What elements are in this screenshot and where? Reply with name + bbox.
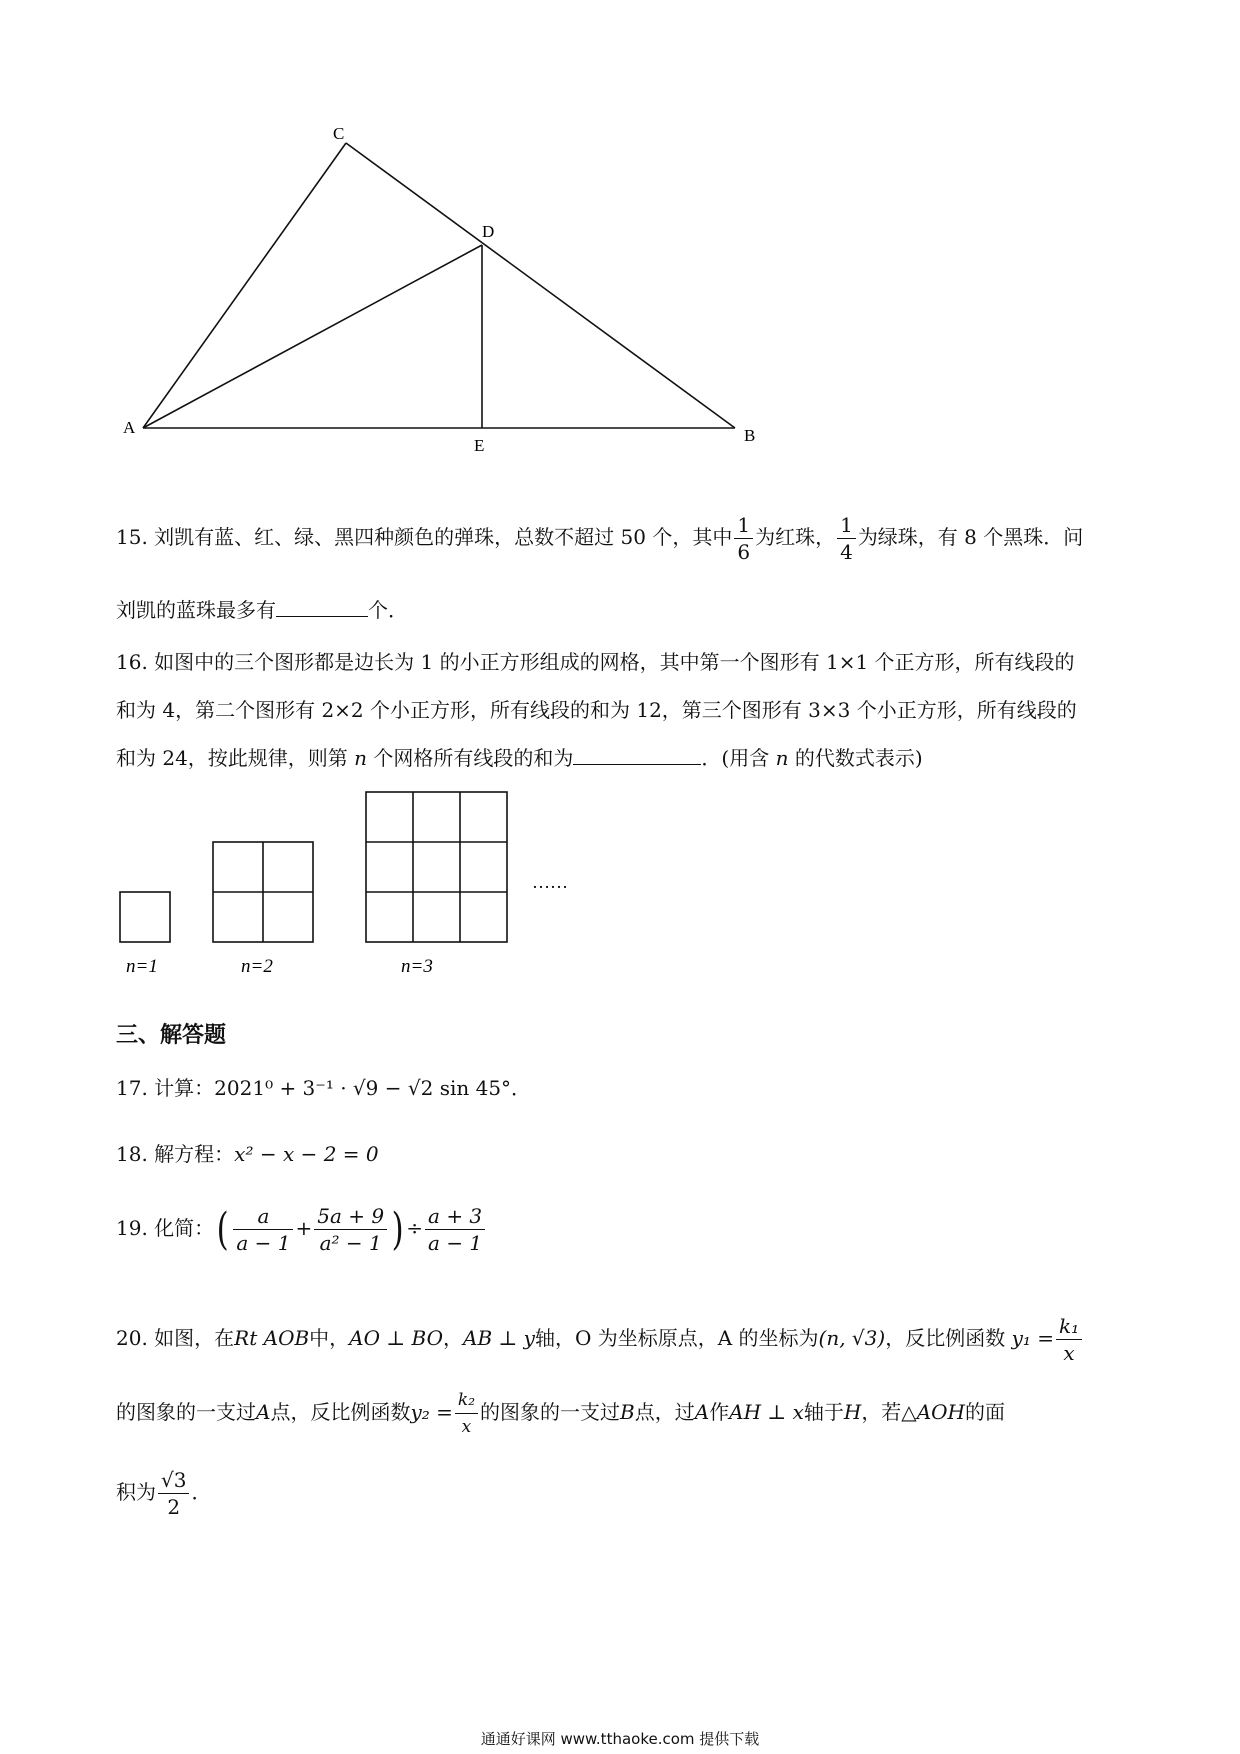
q19-line: 19. 化简：( $\frac{a}{a - 1}$ + $\frac{5a + 9}{\text{a² − 1}}$ ) ÷ $\frac{a + 3}{a - 1}$ [116,1196,487,1260]
q15-line-2: 刘凯的蓝珠最多有 个． [116,598,408,622]
fraction-k1-over-x: $\frac{\text{k₁}}{x}$ [1056,1313,1082,1366]
q19-fraction-2: $\frac{5a + 9}{\text{a² − 1}}$ [314,1203,387,1256]
q17-line: 17. 计算：2021⁰ + 3⁻¹ · √9 − √2 sin 45°． [116,1076,532,1100]
ellipsis: …… [532,872,568,892]
fraction-one-sixth: $\frac{1}{6}$ [734,512,753,565]
grid-label-n3: n=3 [401,956,433,977]
q15-line-1: 15. 刘凯有蓝、红、绿、黑四种颜色的弹珠，总数不超过 50 个，其中 $\frac{1}{6}$ 为红珠， $\frac{1}{4}$ 为绿珠，有 8 个黑珠．问 [116,513,1084,564]
q18-line: 18. 解方程：x² − x − 2 = 0 [116,1142,379,1166]
segment-ad [143,245,482,428]
section-heading: 三、解答题 [116,1023,227,1048]
q20-line-1: 20. 如图，在Rt AOB中，AO ⊥ BO，AB ⊥ y轴，O 为坐标原点，A 的坐标为(n, √3)，反比例函数 y₁ = $\frac{\text{k₁}}{x}$ [116,1306,1084,1370]
point-label-a: A [123,418,136,437]
left-paren: ( [216,1203,229,1255]
q16-line-2: 和为 4，第二个图形有 2×2 个小正方形，所有线段的和为 12，第三个图形有 3×3 个小正方形，所有线段的 [116,698,1077,722]
q19-number: 19. [116,1216,148,1240]
grid-figures [0,780,1240,980]
triangle-figure [0,0,1240,470]
coordinate-a: (n, √3) [818,1326,886,1350]
segment-ac [143,143,346,428]
grid-n3 [366,792,507,942]
q20-number: 20. [116,1326,148,1350]
point-label-c: C [333,124,345,143]
q16-line-1: 16. 如图中的三个图形都是边长为 1 的小正方形组成的网格，其中第一个图形有 1×1 个正方形，所有线段的 [116,650,1075,674]
q16-line-3: 和为 24，按此规律，则第 n 个网格所有线段的和为 ．(用含 n 的代数式表示) [116,746,923,770]
grid-label-n1: n=1 [126,956,158,977]
answer-blank-q15[interactable] [276,596,368,617]
footer-text: 通通好课网 www.tthaoke.com 提供下载 [480,1730,760,1748]
grid-label-n2: n=2 [241,956,273,977]
point-label-d: D [482,222,495,241]
grid-n1 [120,892,170,942]
q18-expression: x² − x − 2 = 0 [234,1142,379,1166]
q18-number: 18. [116,1142,148,1166]
segment-cb [346,143,735,428]
q20-line-2: 的图象的一支过A点，反比例函数y₂ = $\frac{\text{k₂}}{x}$ 的图象的一支过B点，过A作AH ⊥ x轴于H，若△AOH的面 [116,1380,1005,1444]
fraction-sqrt3-over-2: $\frac{√3}{2}$ [158,1467,189,1520]
q17-number: 17. [116,1076,148,1100]
q16-number: 16. [116,650,148,674]
q17-expression: 2021⁰ + 3⁻¹ · √9 − √2 sin 45°． [214,1076,532,1100]
q20-line-3: 积为 $\frac{√3}{2}$ ． [116,1468,212,1519]
fraction-k2-over-x: $\frac{\text{k₂}}{x}$ [455,1387,478,1440]
fraction-one-quarter: $\frac{1}{4}$ [837,512,856,565]
answer-blank-q16[interactable] [573,744,701,765]
point-label-e: E [474,436,485,455]
point-label-b: B [744,426,756,445]
q19-fraction-1: $\frac{a}{a - 1}$ [233,1203,293,1256]
q15-number: 15. [116,525,148,549]
right-paren: ) [391,1203,404,1255]
q19-fraction-3: $\frac{a + 3}{a - 1}$ [425,1203,485,1256]
